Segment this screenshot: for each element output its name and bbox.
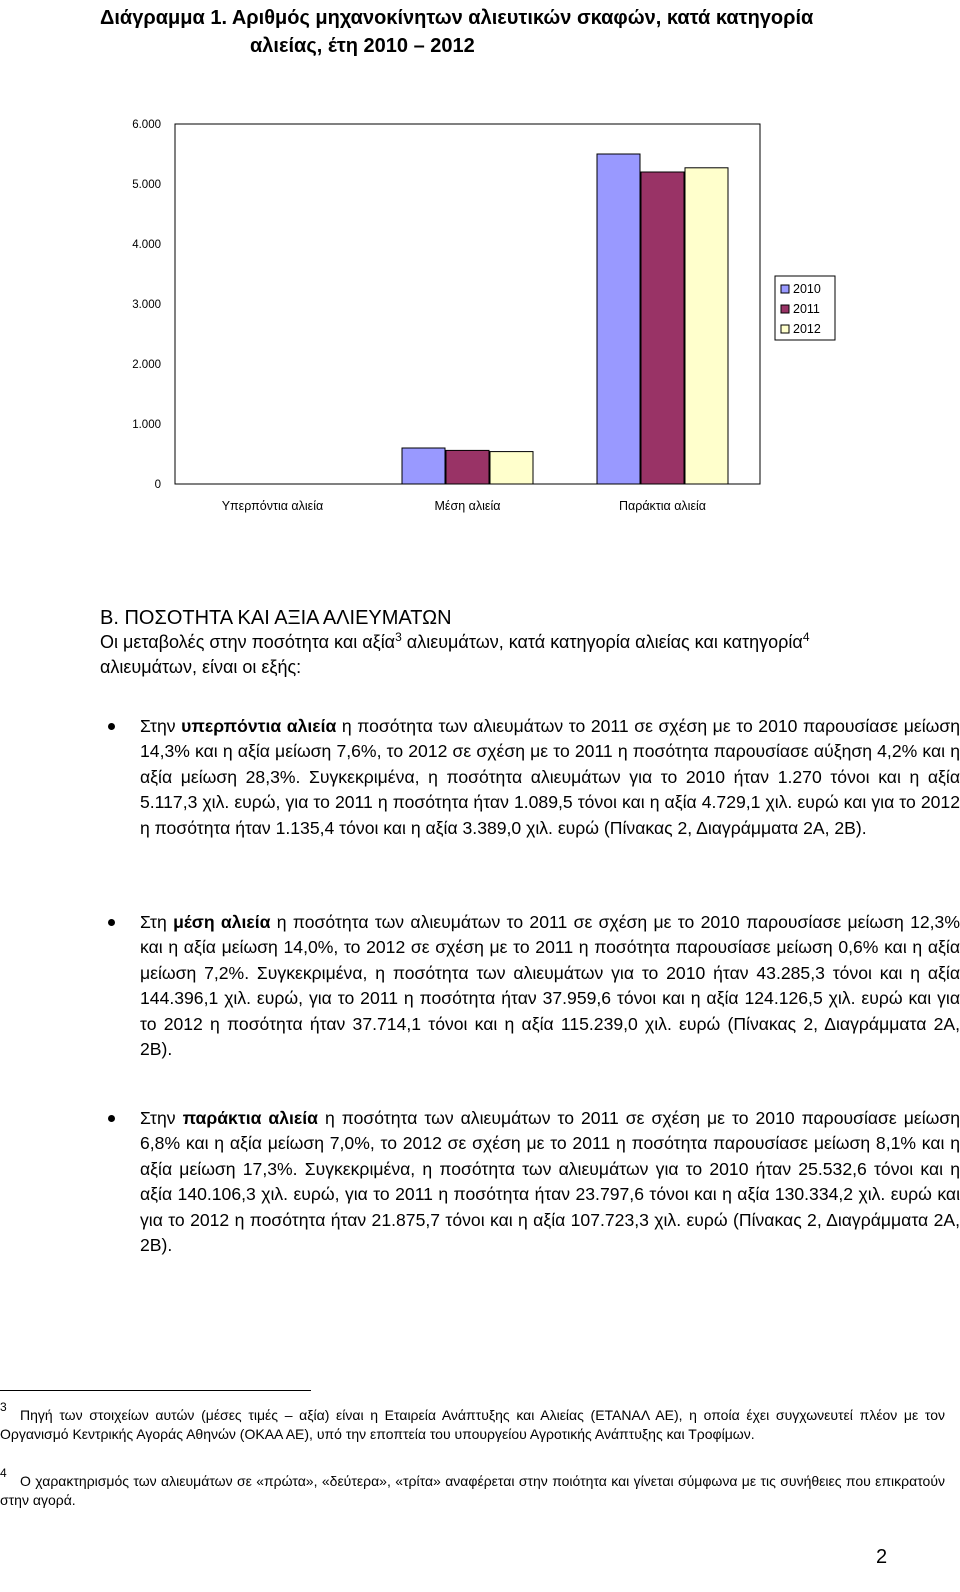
y-tick-label: 6.000 [132,119,161,131]
bullet-bold-term: μέση αλιεία [173,912,271,932]
bullet-dot-icon [108,919,115,926]
intro-text-c: αλιευμάτων, είναι οι εξής: [100,657,302,677]
bullet-body: η ποσότητα των αλιευμάτων το 2011 σε σχέση με το 2010 παρουσίασε μείωση 14,3% και η αξία μείωση 7,6%, το 2012 σε σχέση με το 2011 η ποσότητα παρουσίασε αύξηση 4,2% και η αξία μείωση 28,3%. Συγκεκριμένα, η ποσότητα αλιευμάτων για το 2010 ήταν 1.270 τόνοι και η αξία 5.117,3 χιλ. ευρώ, για το 2011 η ποσότητα ήταν 1.089,5 τόνοι και η αξία 4.729,1 χιλ. ευρώ και για το 2012 η ποσότητα ήταν 1.135,4 τόνοι και η αξία 3.389,0 χιλ. ευρώ (Πίνακας 2, Διαγράμματα 2Α, 2Β). [140,716,960,838]
legend-swatch [781,325,789,333]
y-tick-label: 1.000 [132,419,161,431]
bullet-bold-term: παράκτια αλιεία [182,1108,318,1128]
diagram-title [100,4,940,60]
bar [402,448,445,484]
bar [446,450,489,484]
y-tick-label: 3.000 [132,299,161,311]
bullet-dot-icon [108,723,115,730]
y-tick-label: 4.000 [132,239,161,251]
legend-swatch [781,305,789,313]
bullet-pre: Στη [140,912,174,932]
footnote-mark: 4 [0,1466,7,1480]
footnote-divider [0,1390,311,1391]
y-tick-label: 5.000 [132,179,161,191]
intro-text-b: αλιευμάτων, κατά κατηγορία αλιείας και κατηγορία [401,632,803,652]
x-category-label: Παράκτια αλιεία [618,499,707,513]
bullet-dot-icon [108,1115,115,1122]
bar [685,168,728,484]
footnote-ref-4[interactable]: 4 [802,630,810,644]
bullet-pre: Στην [140,1108,183,1128]
bar [641,172,684,484]
intro-paragraph [100,630,960,680]
intro-text-a: Οι μεταβολές στην ποσότητα και αξία [100,632,396,652]
diagram-title-line2: αλιείας, έτη 2010 – 2012 [250,35,475,57]
bullet-text [140,714,960,841]
footnote-text: Ο χαρακτηρισμός των αλιευμάτων σε «πρώτα», «δεύτερα», «τρίτα» αναφέρεται στην ποιότητα και γίνεται σύμφωνα με τις συνήθειες που επικρατούν στην αγορά. [0,1473,945,1508]
bullet-body: η ποσότητα των αλιευμάτων το 2011 σε σχέση με το 2010 παρουσίασε μείωση 6,8% και η αξία μείωση 7,0%, το 2012 σε σχέση με το 2011 η ποσότητα παρουσίασε μείωση 8,1% και η αξία μείωση 17,3%. Συγκεκριμένα, η ποσότητα των αλιευμάτων για το 2010 ήταν 25.532,6 τόνοι και η αξία 140.106,3 χιλ. ευρώ, για το 2011 η ποσότητα ήταν 23.797,6 τόνοι και η αξία 130.334,2 χιλ. ευρώ και για το 2012 η ποσότητα ήταν 21.875,7 τόνοι και η αξία 107.723,3 χιλ. ευρώ (Πίνακας 2, Διαγράμματα 2Α, 2Β). [140,1108,960,1256]
y-tick-label: 2.000 [132,359,161,371]
footnote-4 [0,1466,945,1510]
footnote-3 [0,1400,945,1444]
footnote-mark: 3 [0,1400,7,1414]
bar-chart [0,100,960,520]
bar [597,154,640,484]
legend-label: 2011 [793,302,820,316]
diagram-title-line1: Διάγραμμα 1. Αριθμός μηχανοκίνητων αλιευτικών σκαφών, κατά κατηγορία [100,7,814,29]
page-number: 2 [876,1546,888,1568]
x-category-label: Μέση αλιεία [434,499,501,513]
bullet-body: η ποσότητα των αλιευμάτων το 2011 σε σχέση με το 2010 παρουσίασε μείωση 12,3% και η αξία μείωση 14,0%, το 2012 σε σχέση με το 2011 η ποσότητα παρουσίασε μείωση 0,6% και η αξία μείωση 7,2%. Συγκεκριμένα, η ποσότητα των αλιευμάτων για το 2010 ήταν 43.285,3 τόνοι και η αξία 144.396,1 χιλ. ευρώ, για το 2011 η ποσότητα ήταν 37.959,6 τόνοι και η αξία 124.126,5 χιλ. ευρώ και για το 2012 η ποσότητα ήταν 37.714,1 τόνοι και η αξία 115.239,0 χιλ. ευρώ (Πίνακας 2, Διαγράμματα 2Α, 2Β). [140,912,960,1060]
bullet-item-overseas [100,714,960,841]
bullet-item-middle [100,910,960,1062]
section-heading: Β. ΠΟΣΟΤΗΤΑ ΚΑΙ ΑΞΙΑ ΑΛΙΕΥΜΑΤΩΝ [100,607,452,629]
bullet-pre: Στην [140,716,182,736]
bullet-text [140,1106,960,1258]
legend-swatch [781,285,789,293]
bullet-text [140,910,960,1062]
bullet-item-coastal [100,1106,960,1258]
y-tick-label: 0 [154,479,161,491]
bar [490,452,533,484]
footnote-ref-3[interactable]: 3 [395,630,402,644]
bullet-bold-term: υπερπόντια αλιεία [181,716,337,736]
legend-label: 2012 [793,322,821,336]
x-category-label: Υπερπόντια αλιεία [221,499,324,513]
legend-label: 2010 [793,282,821,296]
footnote-text: Πηγή των στοιχείων αυτών (μέσες τιμές – αξία) είναι η Εταιρεία Ανάπτυξης και Αλιείας (ΕΤΑΝΑΛ ΑΕ), η οποία έχει συγχωνευτεί πλέον με τον Οργανισμό Κεντρικής Αγοράς Αθηνών (ΟΚΑΑ ΑΕ), υπό την εποπτεία του υπουργείου Αγροτικής Ανάπτυξης και Τροφίμων. [0,1407,945,1442]
